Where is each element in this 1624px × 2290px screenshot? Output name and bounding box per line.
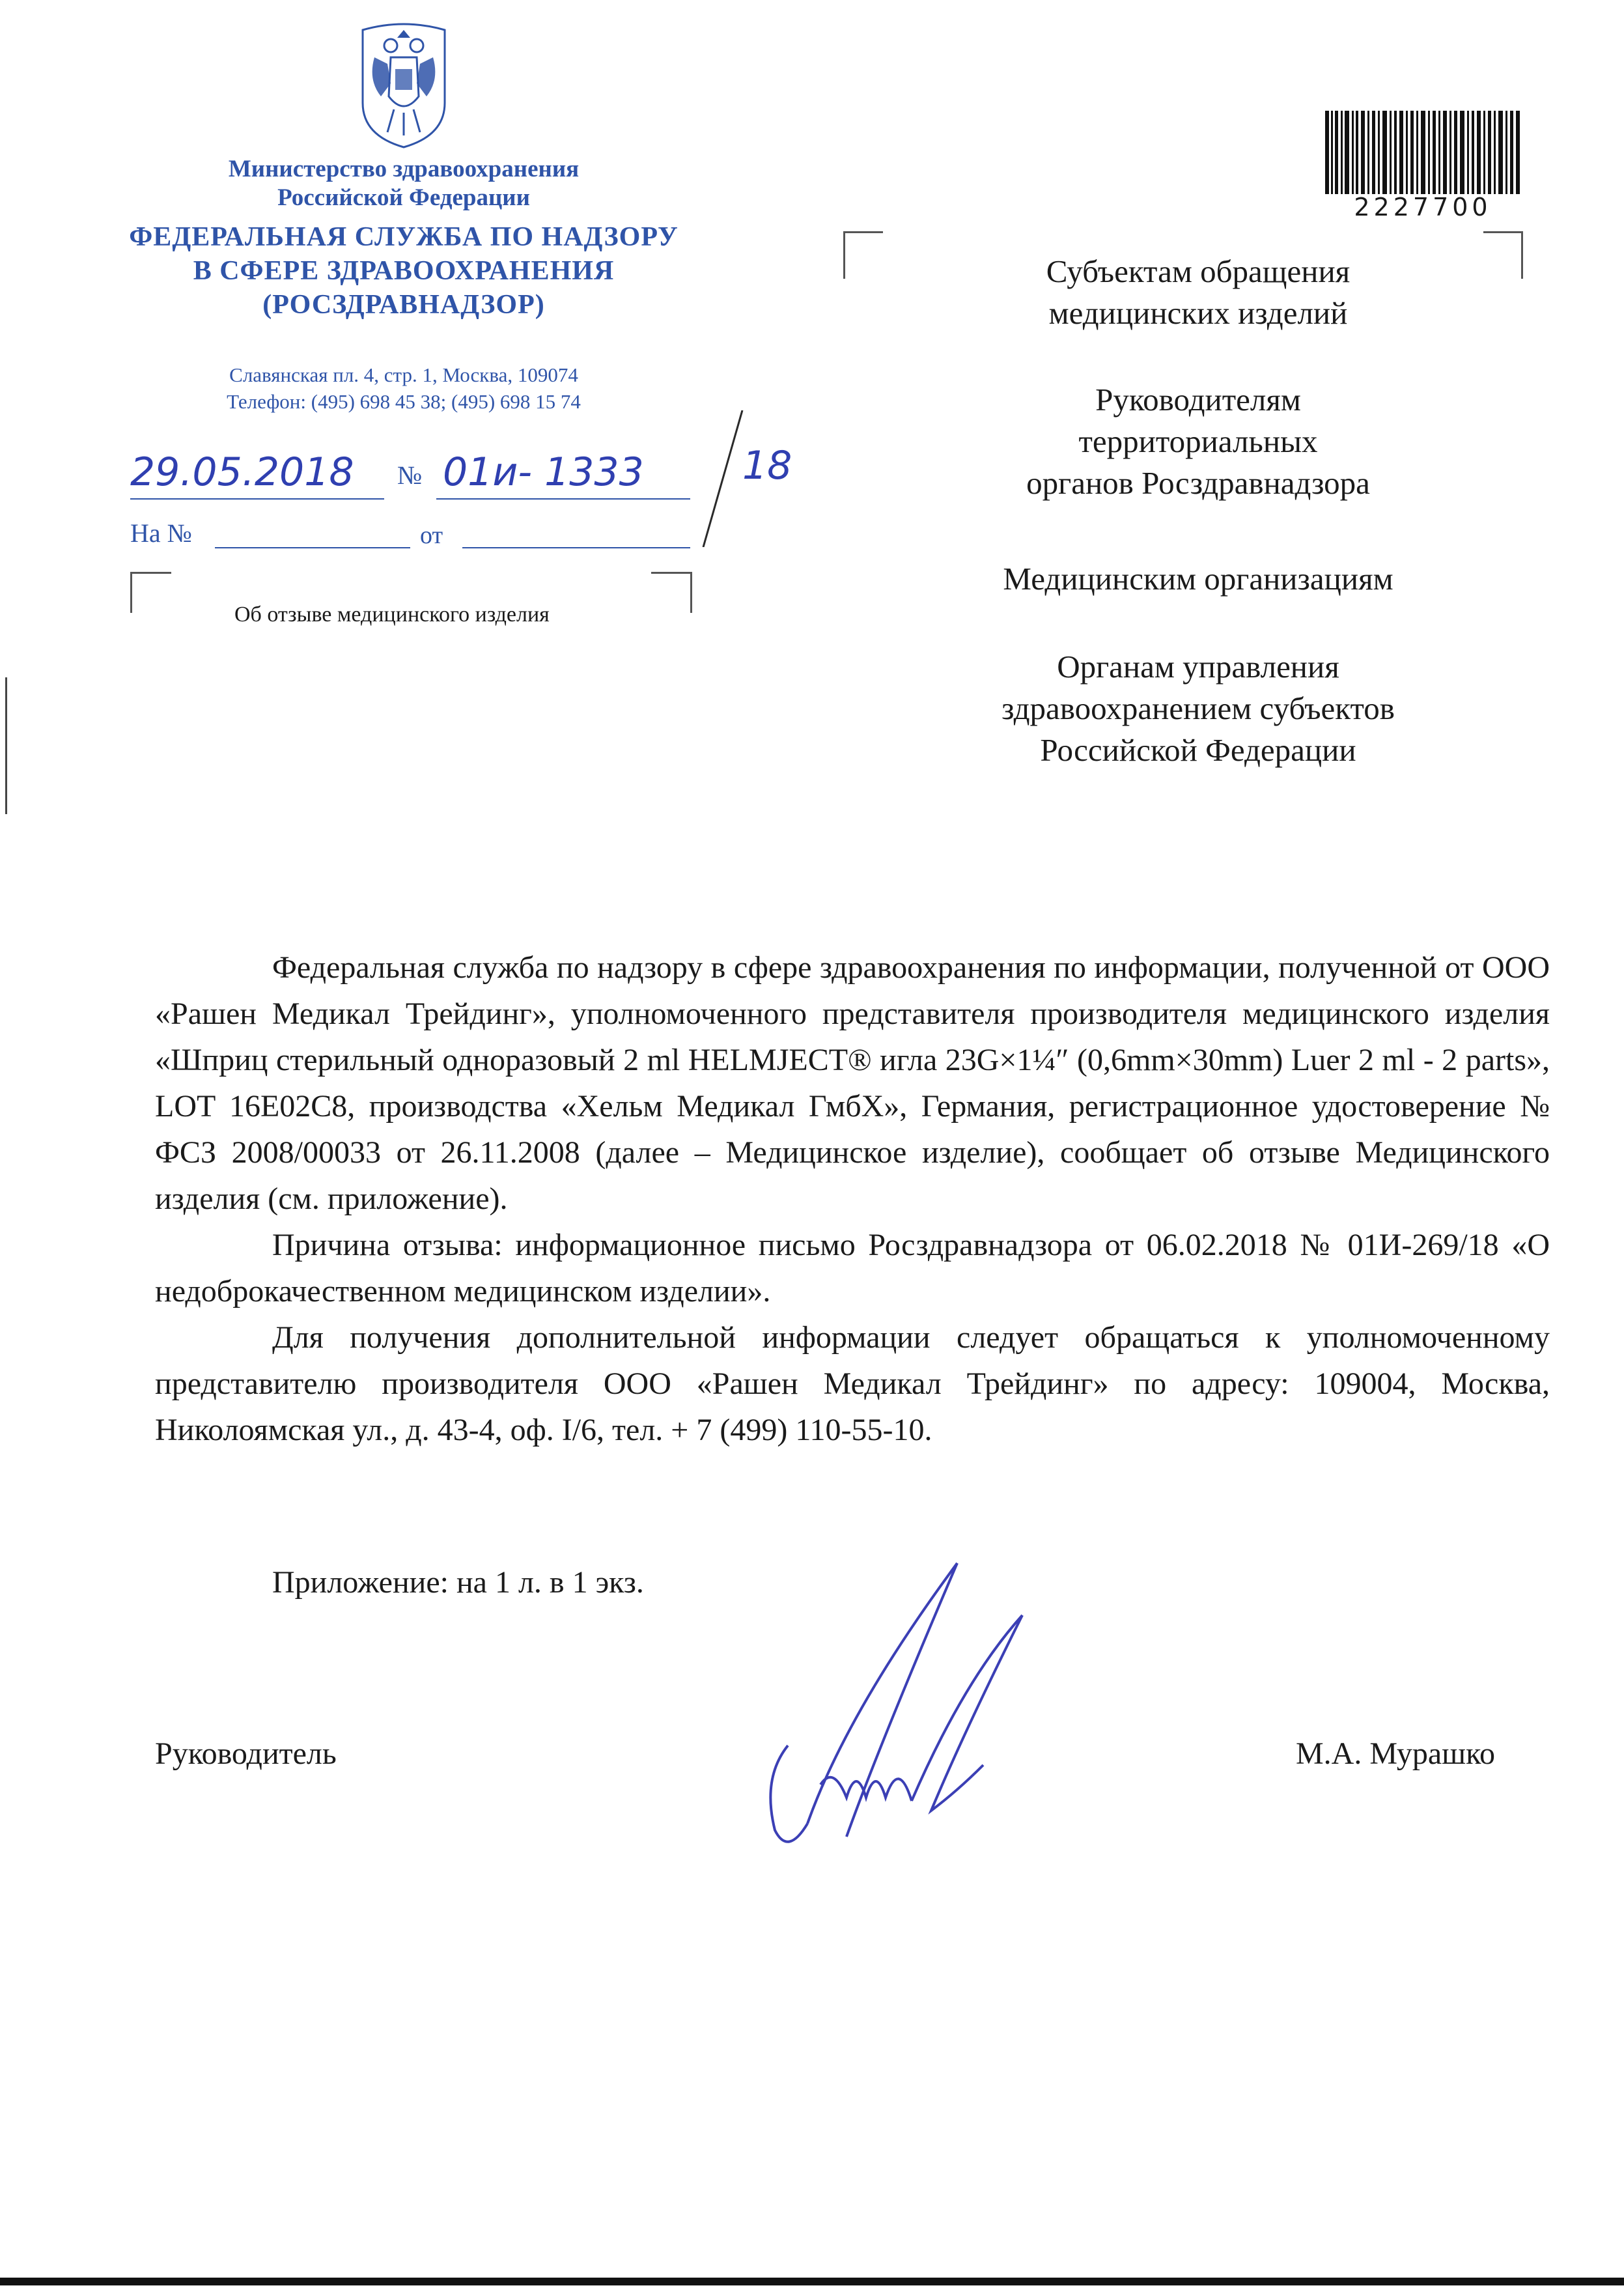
number-sign: № bbox=[397, 460, 423, 490]
recipient-line: Руководителям bbox=[1095, 382, 1301, 417]
recipient-block-3 bbox=[899, 558, 1498, 600]
attachment-note: Приложение: на 1 л. в 1 экз. bbox=[272, 1565, 644, 1600]
service-name-line3: (РОСЗДРАВНАДЗОР) bbox=[262, 290, 545, 320]
reply-label: На № bbox=[130, 518, 192, 548]
registration-number: 01и- 1333 bbox=[443, 449, 644, 495]
service-name-line2: В СФЕРЕ ЗДРАВООХРАНЕНИЯ bbox=[193, 256, 615, 286]
recipient-line: медицинских изделий bbox=[1048, 295, 1348, 331]
barcode-number: 2227700 bbox=[1354, 193, 1492, 221]
from-label: от bbox=[420, 522, 443, 549]
signatory-position: Руководитель bbox=[155, 1736, 337, 1771]
registration-date: 29.05.2018 bbox=[130, 449, 354, 495]
recipient-line: Органам управления bbox=[1057, 649, 1339, 685]
registration-number-suffix: 18 bbox=[742, 443, 792, 488]
letter-body bbox=[155, 944, 1550, 1453]
address: Славянская пл. 4, стр. 1, Москва, 109074 bbox=[229, 363, 578, 386]
ministry-name-line1: Министерство здравоохранения bbox=[228, 156, 580, 182]
service-name-line1: ФЕДЕРАЛЬНАЯ СЛУЖБА ПО НАДЗОРУ bbox=[129, 222, 679, 252]
recipient-line: Медицинским организациям bbox=[1003, 561, 1393, 597]
recipient-line: территориальных bbox=[1078, 423, 1318, 459]
phone: Телефон: (495) 698 45 38; (495) 698 15 74 bbox=[227, 390, 581, 413]
ministry-name-line2: Российской Федерации bbox=[277, 184, 530, 211]
body-paragraph-3: Для получения дополнительной информации следует обращаться к уполномоченному представителю производителя ООО «Рашен Медикал Трейдинг» по адресу: 109004, Москва, Николоямская ул., д. 43-4, оф. I/6, тел. + 7 (499) 110-55-10. bbox=[155, 1320, 1550, 1447]
body-paragraph-2: Причина отзыва: информационное письмо Росздравнадзора от 06.02.2018 № 01И-269/18 «О недоброкачественном медицинском изделии». bbox=[155, 1228, 1550, 1308]
recipient-block-2 bbox=[899, 379, 1498, 504]
recipient-block-4 bbox=[899, 646, 1498, 771]
body-paragraph-1: Федеральная служба по надзору в сфере здравоохранения по информации, полученной от ООО «Рашен Медикал Трейдинг», уполномоченного представителя производителя медицинского изделия «Шприц стерильный одноразовый 2 ml HELMJECT® игла 23G×1¼″ (0,6mm×30mm) Luer 2 ml - 2 parts», LOT 16E02C8, производства «Хельм Медикал ГмбХ», Германия, регистрационное удостоверение № ФСЗ 2008/00033 от 26.11.2008 (далее – Медицинское изделие), сообщает об отзыве Медицинского изделия (см. приложение). bbox=[155, 950, 1550, 1216]
number-slash-icon bbox=[697, 410, 749, 547]
barcode-icon bbox=[1322, 111, 1524, 195]
recipient-line: Российской Федерации bbox=[1040, 732, 1356, 768]
handwritten-signature-icon bbox=[749, 1550, 1074, 1889]
recipient-block-1 bbox=[899, 251, 1498, 334]
coat-of-arms-icon bbox=[355, 18, 453, 148]
recipient-line: органов Росздравнадзора bbox=[1026, 465, 1370, 501]
recipient-line: здравоохранением субъектов bbox=[1001, 690, 1395, 726]
signatory-name: М.А. Мурашко bbox=[1296, 1736, 1495, 1771]
recipient-line: Субъектам обращения bbox=[1046, 253, 1351, 289]
subject-line: Об отзыве медицинского изделия bbox=[234, 602, 550, 627]
